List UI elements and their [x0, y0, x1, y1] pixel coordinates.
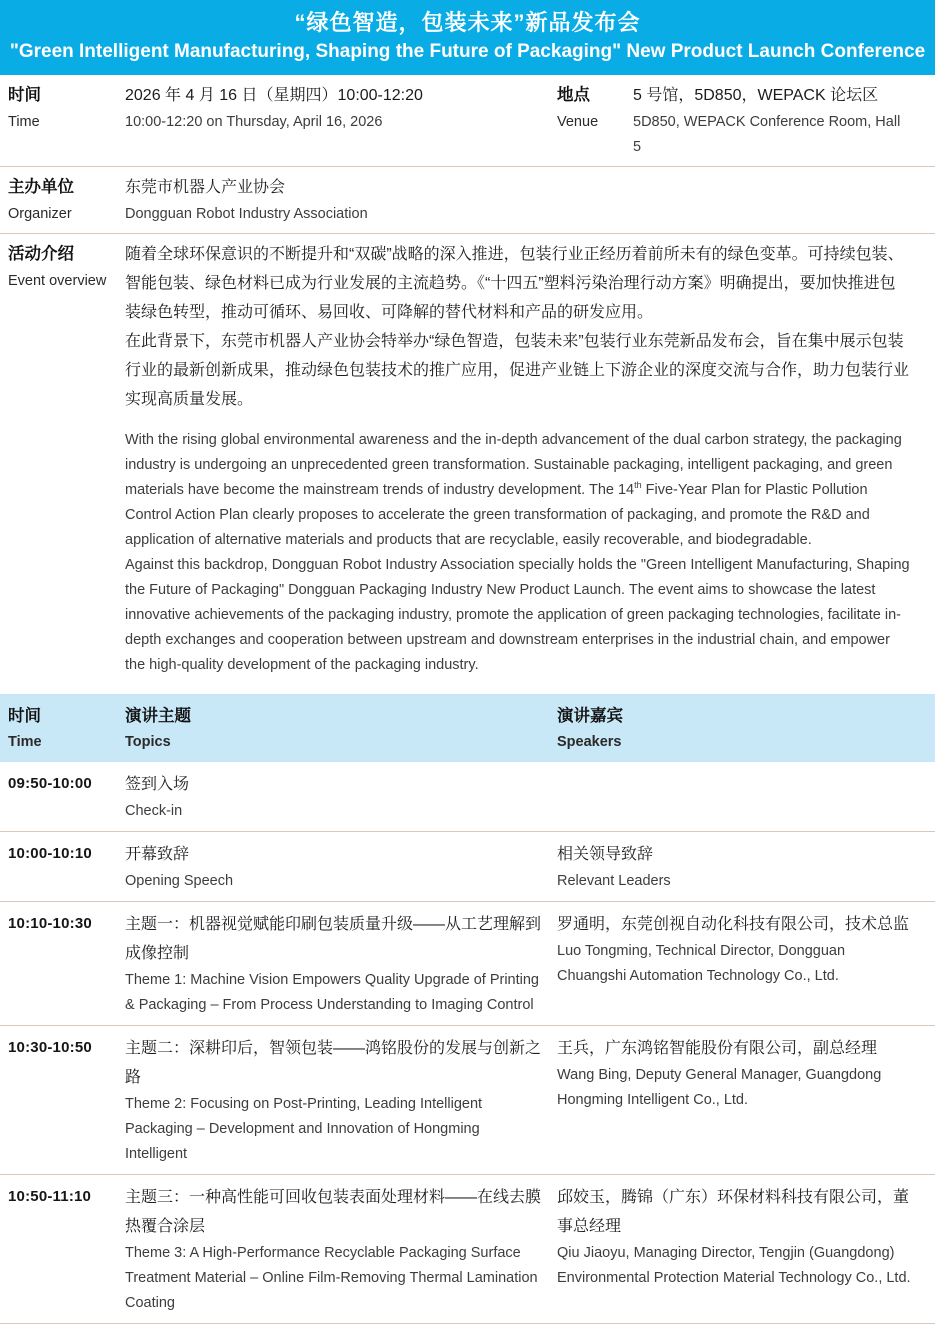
agenda-time: 10:50-11:10 [8, 1188, 92, 1205]
agenda-speaker-cell [557, 840, 925, 894]
agenda-topic-cell [125, 1183, 557, 1316]
time-label-en: Time [8, 114, 40, 130]
agenda-topic-cell [125, 840, 557, 894]
agenda-header-speaker-cn: 演讲嘉宾 [557, 707, 623, 725]
info-row-overview [0, 234, 935, 694]
agenda-topic-cn: 主题二：深耕印后，智领包装——鸿铭股份的发展与创新之路 [125, 1040, 542, 1086]
agenda-header-speaker-en: Speakers [557, 734, 622, 750]
agenda-header-topic [125, 702, 557, 754]
agenda-header-speaker [557, 702, 925, 754]
conference-title-en: "Green Intelligent Manufacturing, Shaping the Future of Packaging" New Product Launch Conference [9, 41, 926, 62]
overview-en-p1-a: With the rising global environmental awareness and the in-depth advancement of the dual carbon strategy, the packaging industry is undergoing an unprecedented green transformation. Sustainable packaging, intelligent packaging, and green materials have become the mainstream trends of industry development. The 14 [125, 432, 902, 498]
agenda-speaker-cn: 邱姣玉，腾锦（广东）环保材料科技有限公司，董事总经理 [557, 1189, 910, 1235]
agenda-header-topic-en: Topics [125, 734, 171, 750]
agenda-row-opening [0, 832, 935, 902]
overview-en-paragraph-1 [125, 428, 911, 553]
agenda-header-time-en: Time [8, 734, 42, 750]
venue-label-cn: 地点 [557, 86, 590, 104]
agenda-speaker-en: Wang Bing, Deputy General Manager, Guangdong Hongming Intelligent Co., Ltd. [557, 1067, 882, 1108]
agenda-topic-cn: 签到入场 [125, 776, 190, 793]
overview-en-p1-b: Five-Year Plan for Plastic Pollution Control Action Plan clearly proposes to accelerate the green transformation of packaging, and promote the R&D and application of alternative materials and products that are recyclable, easily recoverable, and biodegradable. [125, 482, 870, 548]
agenda-topic-cn: 开幕致辞 [125, 846, 190, 863]
agenda-header-time-cn: 时间 [8, 707, 41, 725]
agenda-speaker-en: Relevant Leaders [557, 873, 671, 889]
agenda-speaker-en: Luo Tongming, Technical Director, Dongguan Chuangshi Automation Technology Co., Ltd. [557, 943, 846, 984]
overview-en-paragraph-2: Against this backdrop, Dongguan Robot Industry Association specially holds the "Green Intelligent Manufacturing, Shaping the Future of Packaging" Dongguan Packaging Industry New Product Launch. The event aims to showcase the latest innovative achievements of the packaging industry, promote the application of green packaging technologies, facilitate in-depth exchanges and cooperation between upstream and downstream enterprises in the industrial chain, and empower the high-quality development of the packaging industry. [125, 557, 910, 673]
agenda-speaker-cell [557, 910, 925, 1018]
agenda-header-time [8, 702, 125, 754]
agenda-speaker-cell [557, 770, 925, 824]
organizer-value-en: Dongguan Robot Industry Association [125, 206, 368, 222]
agenda-speaker-cell [557, 1183, 925, 1316]
overview-cn-paragraph-1: 随着全球环保意识的不断提升和“双碳”战略的深入推进，包装行业正经历着前所未有的绿色变革。可持续包装、智能包装、绿色材料已成为行业发展的主流趋势。《“十四五”塑料污染治理行动方案》明确提出，要加快推进包装绿色转型，推动可循环、易回收、可降解的替代材料和产品的研发应用。 [125, 246, 904, 321]
organizer-value-cn: 东莞市机器人产业协会 [125, 179, 286, 196]
overview-label-cn: 活动介绍 [8, 245, 74, 263]
time-value-cell [125, 81, 557, 160]
venue-label-en: Venue [557, 114, 599, 130]
agenda-topic-en: Theme 1: Machine Vision Empowers Quality Upgrade of Printing & Packaging – From Process Understanding to Imaging Control [125, 972, 539, 1013]
overview-body [125, 240, 925, 678]
agenda-row-checkin [0, 762, 935, 832]
time-value-en: 10:00-12:20 on Thursday, April 16, 2026 [125, 114, 383, 130]
time-label-cn: 时间 [8, 86, 41, 104]
agenda-topic-en: Check-in [125, 803, 183, 819]
agenda-time: 09:50-10:00 [8, 775, 92, 792]
agenda-topic-cn: 主题三：一种高性能可回收包装表面处理材料——在线去膜热覆合涂层 [125, 1189, 542, 1235]
venue-value-en: 5D850, WEPACK Conference Room, Hall 5 [633, 114, 901, 155]
venue-label-cell [557, 81, 633, 160]
agenda-row-theme3 [0, 1175, 935, 1324]
conference-title-cn: “绿色智造，包装未来”新品发布会 [294, 10, 641, 35]
agenda-topic-cell [125, 1034, 557, 1167]
overview-cn-paragraph-2: 在此背景下，东莞市机器人产业协会特举办“绿色智造，包装未来”包装行业东莞新品发布会，旨在集中展示包装行业的最新创新成果，推动绿色包装技术的推广应用，促进产业链上下游企业的深度交流与合作，助力包装行业实现高质量发展。 [125, 333, 910, 408]
time-value-cn: 2026 年 4 月 16 日（星期四）10:00-12:20 [125, 87, 423, 104]
agenda-speaker-cn: 罗通明，东莞创视自动化科技有限公司，技术总监 [557, 916, 910, 933]
agenda-speaker-en: Qiu Jiaoyu, Managing Director, Tengjin (Guangdong) Environmental Protection Material Technology Co., Ltd. [557, 1245, 911, 1286]
agenda-time: 10:00-10:10 [8, 845, 92, 862]
agenda-speaker-cn: 相关领导致辞 [557, 846, 654, 863]
agenda-topic-cn: 主题一：机器视觉赋能印刷包装质量升级——从工艺理解到成像控制 [125, 916, 542, 962]
agenda-header-row [0, 694, 935, 762]
agenda-topic-cell [125, 910, 557, 1018]
organizer-label-cell [8, 173, 125, 227]
agenda-speaker-cn: 王兵，广东鸿铭智能股份有限公司，副总经理 [557, 1040, 878, 1057]
info-row-time-venue [0, 75, 935, 167]
organizer-label-en: Organizer [8, 206, 72, 222]
agenda-topic-cell [125, 770, 557, 824]
agenda-time: 10:30-10:50 [8, 1039, 92, 1056]
ordinal-superscript: th [634, 480, 642, 491]
organizer-value-cell [125, 173, 925, 227]
agenda-row-theme1 [0, 902, 935, 1026]
agenda-topic-en: Theme 2: Focusing on Post-Printing, Leading Intelligent Packaging – Development and Innovation of Hongming Intelligent [125, 1096, 483, 1162]
venue-value-cell [633, 81, 925, 160]
overview-label-cell [8, 240, 125, 678]
agenda-row-theme2 [0, 1026, 935, 1175]
overview-label-en: Event overview [8, 273, 107, 289]
banner [0, 0, 935, 75]
agenda-speaker-cell [557, 1034, 925, 1167]
info-row-organizer [0, 167, 935, 234]
agenda-topic-en: Opening Speech [125, 873, 234, 889]
agenda-header-topic-cn: 演讲主题 [125, 707, 191, 725]
agenda-topic-en: Theme 3: A High-Performance Recyclable Packaging Surface Treatment Material – Online Film-Removing Thermal Lamination Coating [125, 1245, 538, 1311]
time-label-cell [8, 81, 125, 160]
organizer-label-cn: 主办单位 [8, 178, 74, 196]
agenda-time: 10:10-10:30 [8, 915, 92, 932]
venue-value-cn: 5 号馆，5D850，WEPACK 论坛区 [633, 87, 879, 104]
